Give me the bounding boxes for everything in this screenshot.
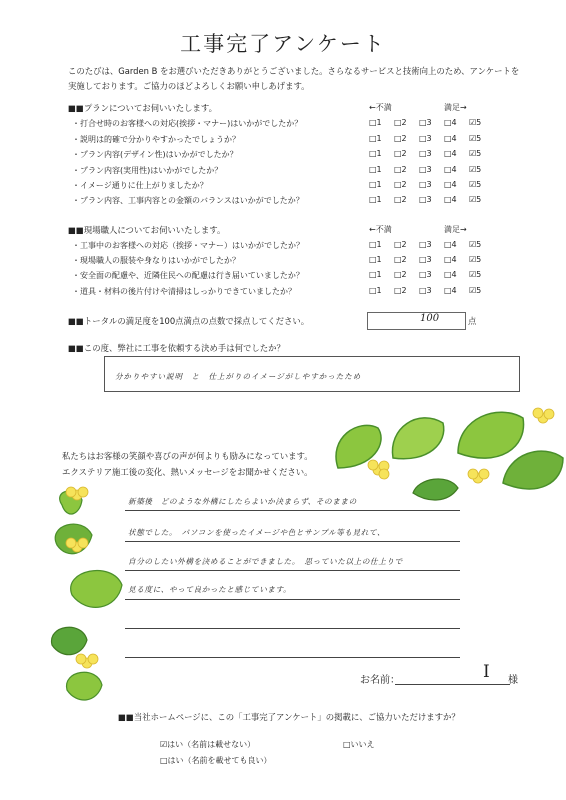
score-input-box[interactable] [367, 312, 466, 330]
message-rule [125, 628, 460, 629]
score-value: 100 [420, 313, 440, 324]
rating-options[interactable]: □1 □2 □3 □4 ☑5 [369, 286, 482, 295]
message-intro-line: エクステリア施工後の変化、熱いメッセージをお聞かせください。 [62, 467, 313, 477]
message-line: 新築後 どのような外構にしたらよいか決まらず、そのままの [128, 497, 357, 506]
publish-question: ■■当社ホームページに、この「工事完了アンケート」の掲載に、ご協力いただけますか？ [118, 712, 460, 722]
leaf-decoration-left [42, 485, 130, 710]
message-rule [125, 599, 460, 600]
plan-question: ・打合せ時のお客様への対応(挨拶・マナー)はいかがでしたか？ [72, 119, 303, 128]
name-value: I [483, 662, 490, 682]
total-score-label: ■■トータルの満足度を100点満点の点数で採点してください。 [68, 316, 310, 326]
plan-question: ・イメージ通りに仕上がりましたか？ [72, 181, 208, 190]
message-rule [125, 657, 460, 658]
rating-options[interactable]: □1 □2 □3 □4 ☑5 [369, 118, 482, 127]
deciding-factor-answer: 分かりやすい説明 と 仕上がりのイメージがしやすかったため [115, 372, 362, 381]
name-label: お名前： [360, 675, 400, 686]
intro-line: 実施しております。ご協力のほどよろしくお願い申しあげます。 [68, 81, 310, 91]
message-intro-line: 私たちはお客様の笑顔や喜びの声が何よりも励みになっています。 [62, 451, 313, 461]
rating-options[interactable]: □1 □2 □3 □4 ☑5 [369, 165, 482, 174]
scale-high-label: 満足→ [444, 103, 467, 112]
message-line: 状態でした。 パソコンを使ったイメージや色とサンプル等も見れて、 [128, 528, 386, 537]
message-rule [125, 510, 460, 511]
plan-question: ・プラン内容、工事内容との金額のバランスはいかがでしたか？ [72, 196, 304, 205]
rating-options[interactable]: □1 □2 □3 □4 ☑5 [369, 240, 482, 249]
scale-high-label: 満足→ [444, 225, 467, 234]
deciding-factor-label: ■■この度、弊社に工事を依頼する決め手は何でしたか？ [68, 343, 285, 353]
scale-low-label: ←不満 [369, 103, 392, 112]
plan-question: ・説明は的確で分かりやすかったでしょうか？ [72, 135, 240, 144]
rating-options[interactable]: □1 □2 □3 □4 ☑5 [369, 270, 482, 279]
worker-section-heading: ■■現場職人についてお伺いいたします。 [68, 225, 226, 235]
message-rule [125, 570, 460, 571]
intro-line: このたびは、Garden B をお選びいただきありがとうございました。さらなるサービスと技術向上のため、アンケートを [68, 66, 520, 76]
publish-option-yes-anonymous[interactable]: ☑はい（名前は載せない） [160, 740, 256, 749]
message-rule [125, 541, 460, 542]
rating-options[interactable]: □1 □2 □3 □4 ☑5 [369, 195, 482, 204]
name-field[interactable] [395, 684, 510, 685]
worker-question: ・安全面の配慮や、近隣住民への配慮は行き届いていましたか？ [72, 271, 304, 280]
worker-question: ・道具・材料の後片付けや清掃はしっかりできていましたか？ [72, 287, 296, 296]
message-line: 見る度に、やって良かったと感じています。 [128, 585, 292, 594]
monstera-leaf-icon [336, 412, 563, 500]
page-title: 工事完了アンケート [180, 32, 386, 56]
plan-section-heading: ■■プランについてお伺いいたします。 [68, 103, 217, 113]
publish-option-yes-with-name[interactable]: □はい（名前を載せても良い） [160, 756, 272, 765]
score-unit: 点 [468, 316, 477, 326]
intro-text [68, 64, 538, 94]
worker-question: ・工事中のお客様への対応（挨拶・マナー）はいかがでしたか？ [72, 241, 304, 250]
rating-options[interactable]: □1 □2 □3 □4 ☑5 [369, 149, 482, 158]
leaf-decoration-top-right [318, 398, 566, 510]
plan-question: ・プラン内容(デザイン性)はいかがでしたか？ [72, 150, 238, 159]
worker-question: ・現場職人の服装や身なりはいかがでしたか？ [72, 256, 240, 265]
rating-options[interactable]: □1 □2 □3 □4 ☑5 [369, 180, 482, 189]
monstera-leaf-icon [52, 491, 122, 700]
rating-options[interactable]: □1 □2 □3 □4 ☑5 [369, 255, 482, 264]
message-line: 自分のしたい外構を決めることができました。 思っていた以上の仕上りで [128, 557, 403, 566]
scale-low-label: ←不満 [369, 225, 392, 234]
plan-question: ・プラン内容(実用性)はいかがでしたか？ [72, 166, 223, 175]
publish-option-no[interactable]: □いいえ [343, 740, 375, 749]
name-suffix: 様 [508, 675, 518, 686]
rating-options[interactable]: □1 □2 □3 □4 ☑5 [369, 134, 482, 143]
